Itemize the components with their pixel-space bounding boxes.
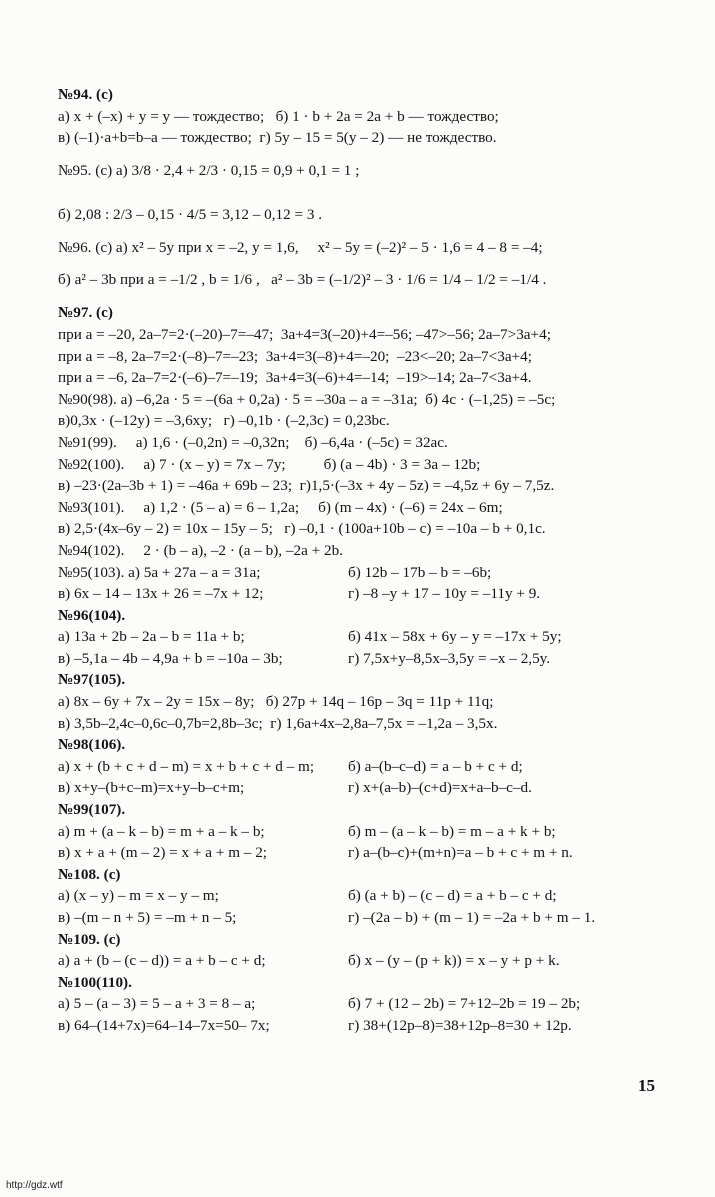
solution-text-col2: б) a–(b–c–d) = a – b + c + d;	[348, 757, 523, 775]
solution-line	[58, 821, 670, 843]
solution-line	[58, 993, 670, 1015]
solution-line	[58, 475, 670, 497]
solution-line	[58, 1015, 670, 1037]
solution-line	[58, 885, 670, 907]
exercise-heading	[58, 302, 670, 324]
solution-text-col2: б) 7 + (12 – 2b) = 7+12–2b = 19 – 2b;	[348, 995, 581, 1013]
exercise-heading	[58, 864, 670, 886]
exercise-heading	[58, 972, 670, 994]
solution-text: б) 2,08 : 2/3 – 0,15 · 4/5 = 3,12 – 0,12 = 3 .	[58, 205, 323, 223]
solution-text: №98(106).	[58, 736, 126, 754]
solution-text: №94(102). 2 · (b – a), –2 · (a – b), –2a + 2b.	[58, 541, 343, 559]
solution-text: а) a + (b – (c – d)) = a + b – c + d;	[58, 952, 266, 970]
solution-line	[58, 950, 670, 972]
solution-text-col2: г) 38+(12p–8)=38+12p–8=30 + 12p.	[348, 1016, 572, 1034]
solution-line	[58, 389, 670, 411]
solution-text: №95(103). а) 5a + 27a – a = 31a;	[58, 563, 261, 581]
solution-line	[58, 497, 670, 519]
solution-text: в) –5,1a – 4b – 4,9a + b = –10a – 3b;	[58, 649, 283, 667]
solution-line	[58, 713, 670, 735]
footer-link[interactable]: http://gdz.wtf	[6, 1180, 63, 1191]
solution-text-col2: г) a–(b–c)+(m+n)=a – b + c + m + n.	[348, 844, 573, 862]
solution-text: в) 3,5b–2,4c–0,6c–0,7b=2,8b–3c; г) 1,6a+4x–2,8a–7,5x = –1,2a – 3,5x.	[58, 714, 498, 732]
solution-text: №97. (с)	[58, 304, 113, 322]
solution-text: в) –23·(2a–3b + 1) = –46a + 69b – 23; г)1,5·(–3x + 4y – 5z) = –4,5z + 6y – 7,5z.	[58, 477, 555, 495]
solution-text: а) 8x – 6y + 7x – 2y = 15x – 8y; б) 27p + 14q – 16p – 3q = 11p + 11q;	[58, 693, 494, 711]
solution-text: в) x+y–(b+c–m)=x+y–b–c+m;	[58, 779, 245, 797]
solution-line	[58, 324, 670, 346]
solution-text-col2: б) x – (y – (p + k)) = x – y + p + k.	[348, 952, 560, 970]
solution-line	[58, 367, 670, 389]
solution-text: а) 5 – (a – 3) = 5 – a + 3 = 8 – a;	[58, 995, 256, 1013]
solution-text: в) 64–(14+7x)=64–14–7x=50– 7x;	[58, 1016, 270, 1034]
solution-text-col2: б) 12b – 17b – b = –6b;	[348, 563, 492, 581]
solution-text: №97(105).	[58, 671, 126, 689]
solution-text-col2: г) 7,5x+y–8,5x–3,5y = –x – 2,5y.	[348, 649, 551, 667]
solution-line	[58, 410, 670, 432]
solution-line	[58, 106, 670, 128]
solution-line	[58, 258, 670, 302]
solution-line	[58, 842, 670, 864]
solution-line	[58, 432, 670, 454]
exercise-heading	[58, 605, 670, 627]
exercise-heading	[58, 799, 670, 821]
solution-text: в) 6x – 14 – 13x + 26 = –7x + 12;	[58, 585, 264, 603]
page-number: 15	[638, 1076, 655, 1095]
solution-line	[58, 127, 670, 149]
solution-text: а) m + (a – k – b) = m + a – k – b;	[58, 822, 265, 840]
exercise-heading	[58, 84, 670, 106]
exercise-heading	[58, 929, 670, 951]
solution-text: а) x + (–x) + y = y — тождество; б) 1 · b + 2a = 2a + b — тождество;	[58, 107, 499, 125]
solution-text: в)0,3x · (–12y) = –3,6xy; г) –0,1b · (–2,3c) = 0,23bc.	[58, 412, 390, 430]
solution-line	[58, 454, 670, 476]
solution-text: №94. (с)	[58, 86, 113, 103]
solution-line	[58, 193, 670, 237]
solution-text: №108. (с)	[58, 865, 121, 883]
solution-line	[58, 583, 670, 605]
solution-text: в) –(m – n + 5) = –m + n – 5;	[58, 909, 237, 926]
solution-line	[58, 756, 670, 778]
exercise-heading	[58, 669, 670, 691]
solution-text: №93(101). а) 1,2 · (5 – a) = 6 – 1,2a; б) (m – 4x) · (–6) = 24x – 6m;	[58, 498, 503, 516]
exercise-heading	[58, 734, 670, 756]
solution-text-col2: б) (a + b) – (c – d) = a + b – c + d;	[348, 887, 557, 905]
solution-text: а) 13a + 2b – 2a – b = 11a + b;	[58, 628, 245, 646]
solution-text: в) 2,5·(4x–6y – 2) = 10x – 15y – 5; г) –0,1 · (100a+10b – c) = –10a – b + 0,1c.	[58, 520, 546, 538]
solution-text: №96. (с) а) x² – 5y при x = –2, y = 1,6, x² – 5y = (–2)² – 5 · 1,6 = 4 – 8 = –4;	[58, 238, 543, 256]
solution-text: №99(107).	[58, 801, 126, 819]
solution-text: №96(104).	[58, 606, 126, 624]
solution-text: №100(110).	[58, 973, 132, 991]
solutions-text	[58, 84, 670, 1037]
solution-text: №90(98). а) –6,2a · 5 = –(6a + 0,2a) · 5 = –30a – a = –31a; б) 4c · (–1,25) = –5c;	[58, 390, 556, 408]
solution-line	[58, 562, 670, 584]
solution-line	[58, 540, 670, 562]
solution-text: при a = –20, 2a–7=2·(–20)–7=–47; 3a+4=3(–20)+4=–56; –47>–56; 2a–7>3a+4;	[58, 325, 551, 343]
solution-line	[58, 691, 670, 713]
solution-line	[58, 907, 670, 929]
solution-line	[58, 149, 670, 193]
solution-text-col2: б) m – (a – k – b) = m – a + k + b;	[348, 822, 556, 840]
solution-text: б) a² – 3b при a = –1/2 , b = 1/6 , a² – 3b = (–1/2)² – 3 · 1/6 = 1/4 – 1/2 = –1/4 .	[58, 271, 547, 289]
solution-line	[58, 648, 670, 670]
solution-text: №95. (с) а) 3/8 · 2,4 + 2/3 · 0,15 = 0,9 + 0,1 = 1 ;	[58, 161, 360, 179]
solution-line	[58, 237, 670, 259]
solution-text: №92(100). а) 7 · (x – y) = 7x – 7y; б) (a – 4b) · 3 = 3a – 12b;	[58, 455, 481, 473]
solution-text-col2: г) –8 –y + 17 – 10y = –11y + 9.	[348, 585, 541, 603]
solution-text: а) x + (b + c + d – m) = x + b + c + d – m;	[58, 757, 315, 775]
solution-line	[58, 346, 670, 368]
solution-text: в) x + a + (m – 2) = x + a + m – 2;	[58, 844, 268, 862]
solution-line	[58, 777, 670, 799]
solution-text: №109. (с)	[58, 930, 121, 948]
solution-text: при a = –6, 2a–7=2·(–6)–7=–19; 3a+4=3(–6)+4=–14; –19>–14; 2a–7<3a+4.	[58, 369, 532, 387]
solution-text: при a = –8, 2a–7=2·(–8)–7=–23; 3a+4=3(–8)+4=–20; –23<–20; 2a–7<3a+4;	[58, 347, 532, 365]
solution-line	[58, 626, 670, 648]
solution-text-col2: б) 41x – 58x + 6y – y = –17x + 5y;	[348, 628, 562, 646]
solution-text-col2: г) –(2a – b) + (m – 1) = –2a + b + m – 1.	[348, 909, 596, 926]
solution-text-col2: г) x+(a–b)–(c+d)=x+a–b–c–d.	[348, 779, 532, 797]
solution-text: в) (–1)·a+b=b–a — тождество; г) 5y – 15 = 5(y – 2) — не тождество.	[58, 129, 497, 147]
solution-text: а) (x – y) – m = x – y – m;	[58, 887, 219, 905]
solution-text: №91(99). а) 1,6 · (–0,2n) = –0,32n; б) –6,4a · (–5c) = 32ac.	[58, 433, 448, 451]
solution-line	[58, 518, 670, 540]
